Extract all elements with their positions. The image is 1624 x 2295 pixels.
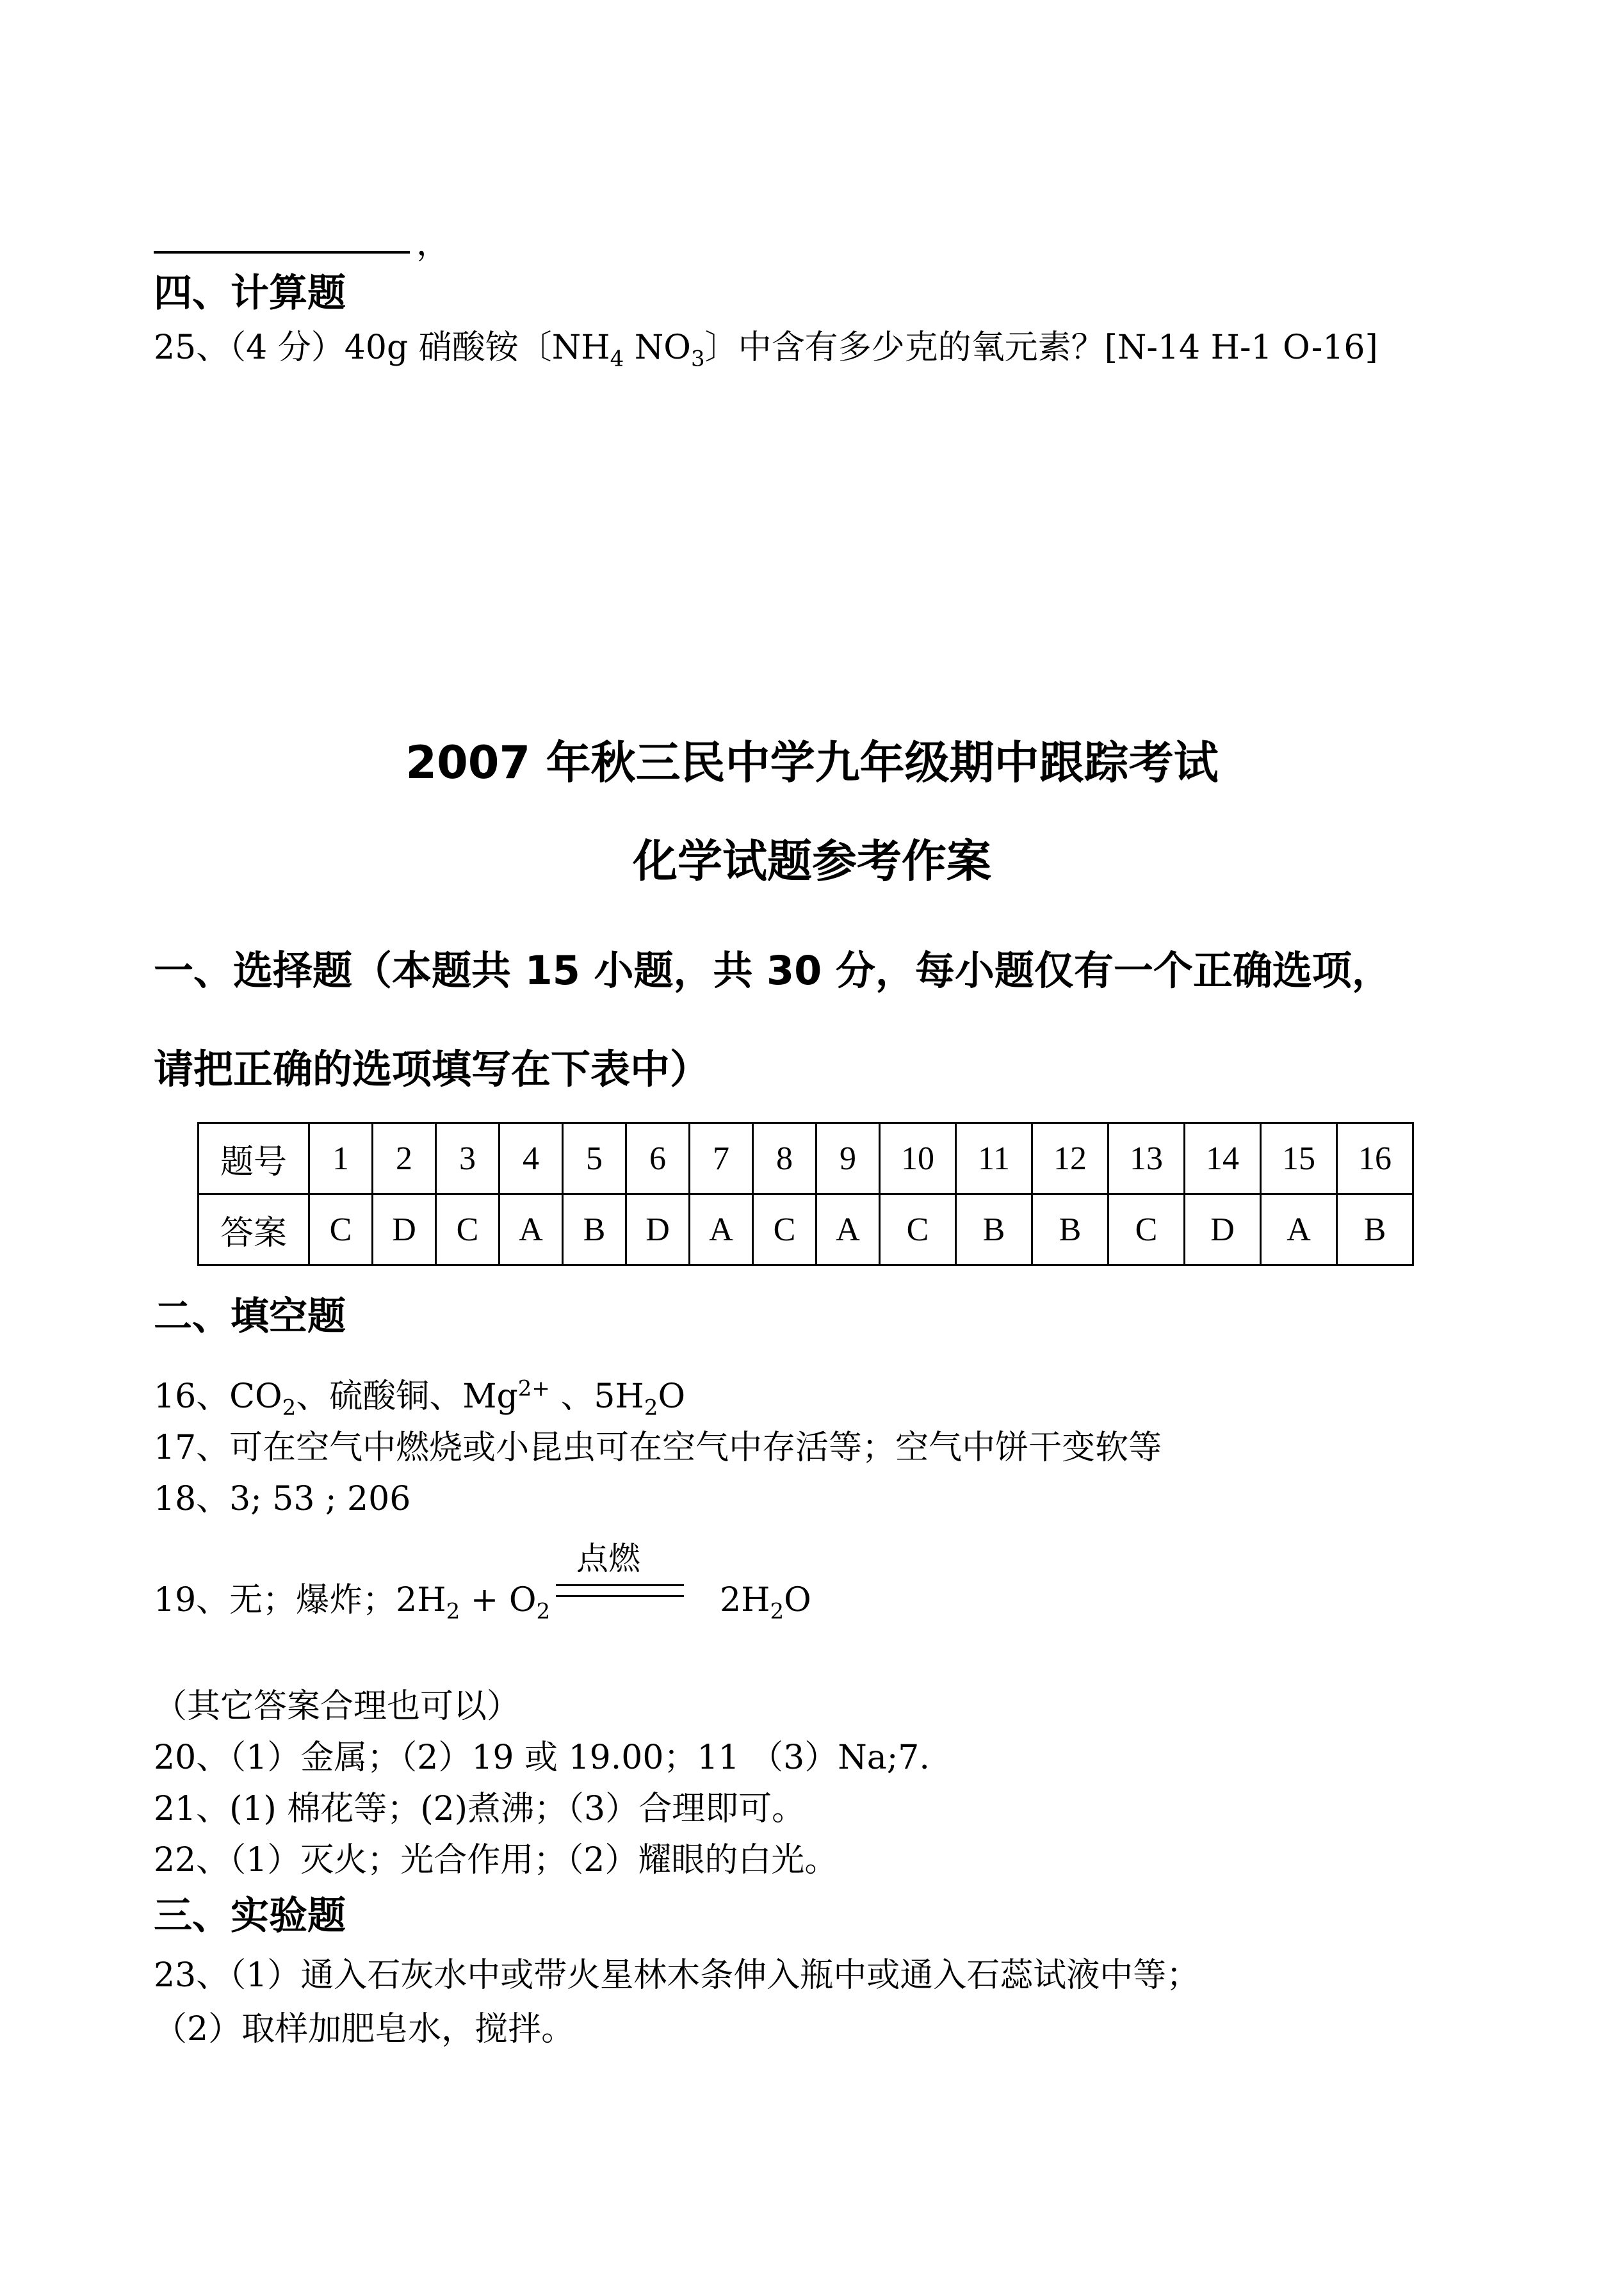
table-cell: 4 xyxy=(499,1123,563,1194)
section1-heading-line2: 请把正确的选项填写在下表中） xyxy=(154,1046,710,1092)
answer-18: 18、3; 53 ; 206 xyxy=(154,1480,411,1518)
table-cell: 7 xyxy=(690,1123,753,1194)
section3-heading: 三、实验题 xyxy=(154,1894,346,1938)
reaction-equals-sign xyxy=(556,1584,684,1597)
table-cell: 9 xyxy=(816,1123,880,1194)
question-25: 25、（4 分）40g 硝酸铵〔$NH_4$ $NO_3$〕中含有多少克的氧元素？[N-14 H-1 O-16] xyxy=(154,328,1378,372)
reaction-condition: 点燃 xyxy=(576,1540,640,1577)
answer-17: 17、可在空气中燃烧或小昆虫可在空气中存活等；空气中饼干变软等 xyxy=(154,1429,1162,1467)
table-cell: C xyxy=(753,1194,816,1265)
answer-21: 21、(1) 棉花等；(2)煮沸；（3）合理即可。 xyxy=(154,1790,806,1828)
table-cell: 3 xyxy=(436,1123,499,1194)
table-cell: B xyxy=(956,1194,1032,1265)
table-row-numbers xyxy=(199,1123,1413,1194)
answer-22: 22、（1）灭火；光合作用；（2）耀眼的白光。 xyxy=(154,1841,838,1879)
table-cell: A xyxy=(499,1194,563,1265)
blank-comma: ， xyxy=(416,225,450,263)
table-cell: D xyxy=(373,1194,436,1265)
answer-23-line2: （2）取样加肥皂水，搅拌。 xyxy=(154,2010,575,2048)
table-cell: 8 xyxy=(753,1123,816,1194)
table-cell: C xyxy=(1108,1194,1185,1265)
table-cell: A xyxy=(1261,1194,1337,1265)
table-cell: 2 xyxy=(373,1123,436,1194)
table-cell: B xyxy=(563,1194,626,1265)
table-cell: 13 xyxy=(1108,1123,1185,1194)
answer-table xyxy=(197,1122,1414,1266)
answer-19-note: （其它答案合理也可以） xyxy=(154,1687,521,1726)
section1-heading-line1: 一、选择题（本题共 15 小题，共 30 分，每小题仅有一个正确选项， xyxy=(154,947,1392,994)
table-cell: 14 xyxy=(1185,1123,1261,1194)
table-cell: D xyxy=(626,1194,690,1265)
table-cell: B xyxy=(1032,1194,1108,1265)
section2-heading: 二、填空题 xyxy=(154,1294,346,1339)
table-cell: C xyxy=(309,1194,373,1265)
answer-key-subtitle: 化学试题参考作案 xyxy=(633,835,991,888)
table-cell: C xyxy=(880,1194,956,1265)
table-cell: 10 xyxy=(880,1123,956,1194)
table-cell: 5 xyxy=(563,1123,626,1194)
table-cell: A xyxy=(690,1194,753,1265)
table-cell: A xyxy=(816,1194,880,1265)
table-cell: 12 xyxy=(1032,1123,1108,1194)
answer-blank-line xyxy=(154,251,410,254)
answer-16: 16、$CO_2$、硫酸铜、$Mg^{2+}$ 、$5H_2O$ xyxy=(154,1375,686,1421)
table-cell: D xyxy=(1185,1194,1261,1265)
table-cell: 6 xyxy=(626,1123,690,1194)
table-cell: B xyxy=(1337,1194,1413,1265)
table-cell: 16 xyxy=(1337,1123,1413,1194)
table-cell: C xyxy=(436,1194,499,1265)
answer-19: 19、无；爆炸；$2H_2 + O_2$ xyxy=(154,1581,551,1625)
table-row-answers xyxy=(199,1194,1413,1265)
table-row-label: 题号 xyxy=(199,1123,309,1194)
section4-heading: 四、计算题 xyxy=(154,271,346,316)
reaction-product: $2H_2O$ xyxy=(720,1581,811,1625)
answer-20: 20、（1）金属；（2）19 或 19.00；11 （3）Na;7. xyxy=(154,1739,930,1777)
table-cell: 15 xyxy=(1261,1123,1337,1194)
answer-key-title: 2007 年秋三民中学九年级期中跟踪考试 xyxy=(405,736,1219,789)
answer-23-line1: 23、（1）通入石灰水中或带火星林木条伸入瓶中或通入石蕊试液中等； xyxy=(154,1956,1200,1995)
table-cell: 11 xyxy=(956,1123,1032,1194)
table-row-label: 答案 xyxy=(199,1194,309,1265)
table-cell: 1 xyxy=(309,1123,373,1194)
